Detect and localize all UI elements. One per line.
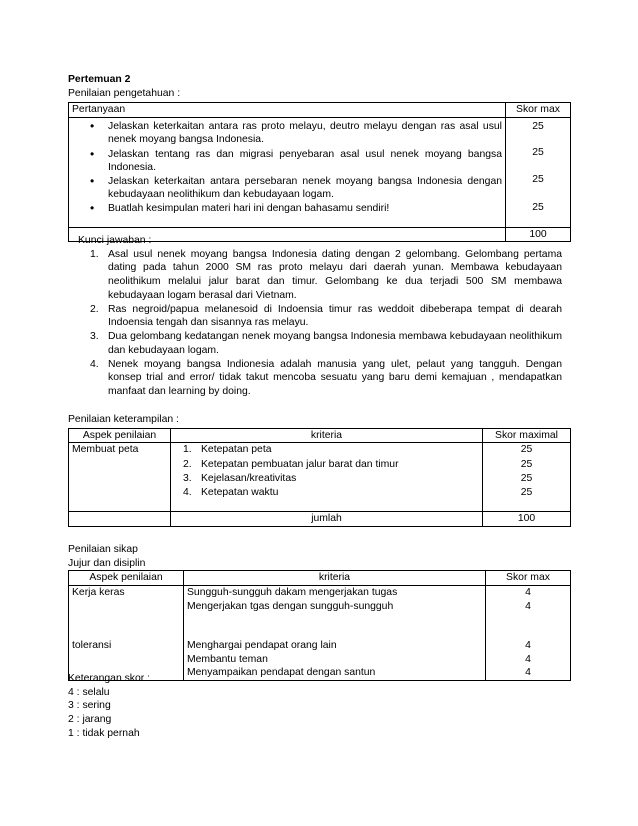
attitude-score: 4 [525, 653, 531, 665]
skills-row [69, 443, 571, 512]
score-legend-item: 4 : selalu [68, 686, 110, 698]
knowledge-table [68, 102, 570, 242]
attitude-score: 4 [525, 587, 531, 599]
attitude-header-row [69, 571, 571, 586]
answer-item: 1. Asal usul nenek moyang bangsa Indonesia dating dengan 2 gelombang. Gelombang pertama dating pada tahun 2000 SM ras proto melayu dari daerah yunan. Membawa kebudayaan neolithikum melalui jalur barat dan timur. Gelombang ke dua terjadi 500 SM membawa kebudayaan logam berasal dari Vietnam. [90, 248, 562, 301]
criteria-item: 3. Kejelasan/kreativitas [183, 473, 297, 485]
answer-item: 2. Ras negroid/papua melanesoid di Indoensia timur ras weddoit dibeberapa tempat di dearah Indoensia tengah dan sisannya ras melayu. [90, 303, 562, 329]
skills-section [68, 413, 570, 527]
criteria-item: 1. Ketepatan peta [183, 444, 272, 456]
col-criteria-header: kriteria [184, 571, 486, 586]
score-legend-item: 2 : jarang [68, 714, 112, 726]
skills-table [68, 428, 571, 527]
attitude-score: 4 [525, 667, 531, 679]
attitude-subheading: Jujur dan disiplin [68, 557, 146, 569]
criteria-score: 25 [520, 487, 533, 499]
score-legend [68, 672, 570, 741]
skills-total: 100 [483, 512, 571, 527]
attitude-criteria: Membantu teman [187, 653, 268, 665]
attitude-row [69, 586, 571, 681]
criteria-score: 25 [520, 444, 533, 456]
attitude-criteria: Sungguh-sungguh dakam mengerjakan tugas [187, 587, 398, 599]
meeting-title: Pertemuan 2 [68, 74, 131, 85]
col-criteria-header: kriteria [171, 428, 483, 443]
attitude-table [68, 570, 571, 681]
question-list [72, 120, 502, 216]
knowledge-questions-row [69, 117, 571, 227]
knowledge-heading: Penilaian pengetahuan : [68, 87, 181, 99]
question-score: 25 [532, 201, 544, 213]
question-score: 25 [532, 173, 544, 185]
question-item: • Jelaskan tentang ras dan migrasi penyebaran asal usul nenek moyang bangsa Indonesia. [108, 148, 502, 175]
question-item: • Buatlah kesimpulan materi hari ini dengan bahasamu sendiri! [108, 202, 502, 216]
col-score-header: Skor maximal [483, 428, 571, 443]
answer-key [78, 234, 562, 399]
skills-total-row [69, 512, 571, 527]
col-aspect-header: Aspek penilaian [69, 428, 171, 443]
attitude-aspect: toleransi [72, 640, 112, 652]
meeting-header [68, 73, 570, 100]
skills-heading: Penilaian keterampilan : [68, 414, 179, 425]
attitude-criteria: Menyampaikan pendapat dengan santun [187, 667, 376, 679]
attitude-score: 4 [525, 639, 531, 651]
score-legend-heading: Keterangan skor : [68, 673, 151, 684]
question-score: 25 [532, 146, 544, 158]
col-score-header: Skor max [506, 103, 571, 118]
score-legend-item: 3 : sering [68, 700, 111, 712]
criteria-list [174, 443, 479, 500]
col-score-header: Skor max [486, 571, 571, 586]
question-item: • Jelaskan keterkaitan antara ras proto melayu, deutro melayu dengan ras asal usul nenek moyang bangsa Indonesia. [108, 120, 502, 148]
answer-list [78, 248, 562, 399]
attitude-criteria: Mengerjakan tgas dengan sungguh-sungguh [187, 600, 394, 612]
score-legend-item: 1 : tidak pernah [68, 727, 140, 739]
answer-key-heading: Kunci jawaban : [78, 235, 152, 246]
knowledge-header-row [69, 103, 571, 118]
criteria-score: 25 [520, 473, 533, 485]
col-aspect-header: Aspek penilaian [69, 571, 184, 586]
question-item: • Jelaskan keterkaitan antara persebaran nenek moyang bangsa Indonesia dengan kebudayaan neolithikum dan kebudayaan logam. [108, 175, 502, 202]
attitude-heading: Penilaian sikap [68, 544, 138, 555]
criteria-item: 4. Ketepatan waktu [183, 487, 279, 499]
knowledge-total: 100 [506, 227, 571, 242]
attitude-criteria: Menghargai pendapat orang lain [187, 639, 337, 651]
attitude-score: 4 [525, 600, 531, 612]
skills-header-row [69, 428, 571, 443]
criteria-score: 25 [520, 459, 533, 471]
question-score: 25 [532, 120, 544, 132]
attitude-aspect: Kerja keras [72, 587, 125, 599]
criteria-item: 2. Ketepatan pembuatan jalur barat dan timur [183, 459, 399, 471]
attitude-section [68, 543, 570, 681]
answer-item: 3. Dua gelombang kedatangan nenek moyang bangsa Indonesia membawa kebudayaan neolithikum dan kebudayaan logam. [90, 331, 562, 356]
skills-total-label: jumlah [171, 512, 483, 527]
col-question-header: Pertanyaan [69, 103, 506, 118]
answer-item: 4. Nenek moyang bangsa Indionesia adalah manusia yang ulet, pelaut yang tangguh. Dengan konsep trial and error/ tidak takut mencoba sesuatu yang baru demi kemajuan , mendapatkan manfaat dan learning by doing. [90, 358, 562, 398]
skills-aspect: Membuat peta [69, 443, 171, 512]
